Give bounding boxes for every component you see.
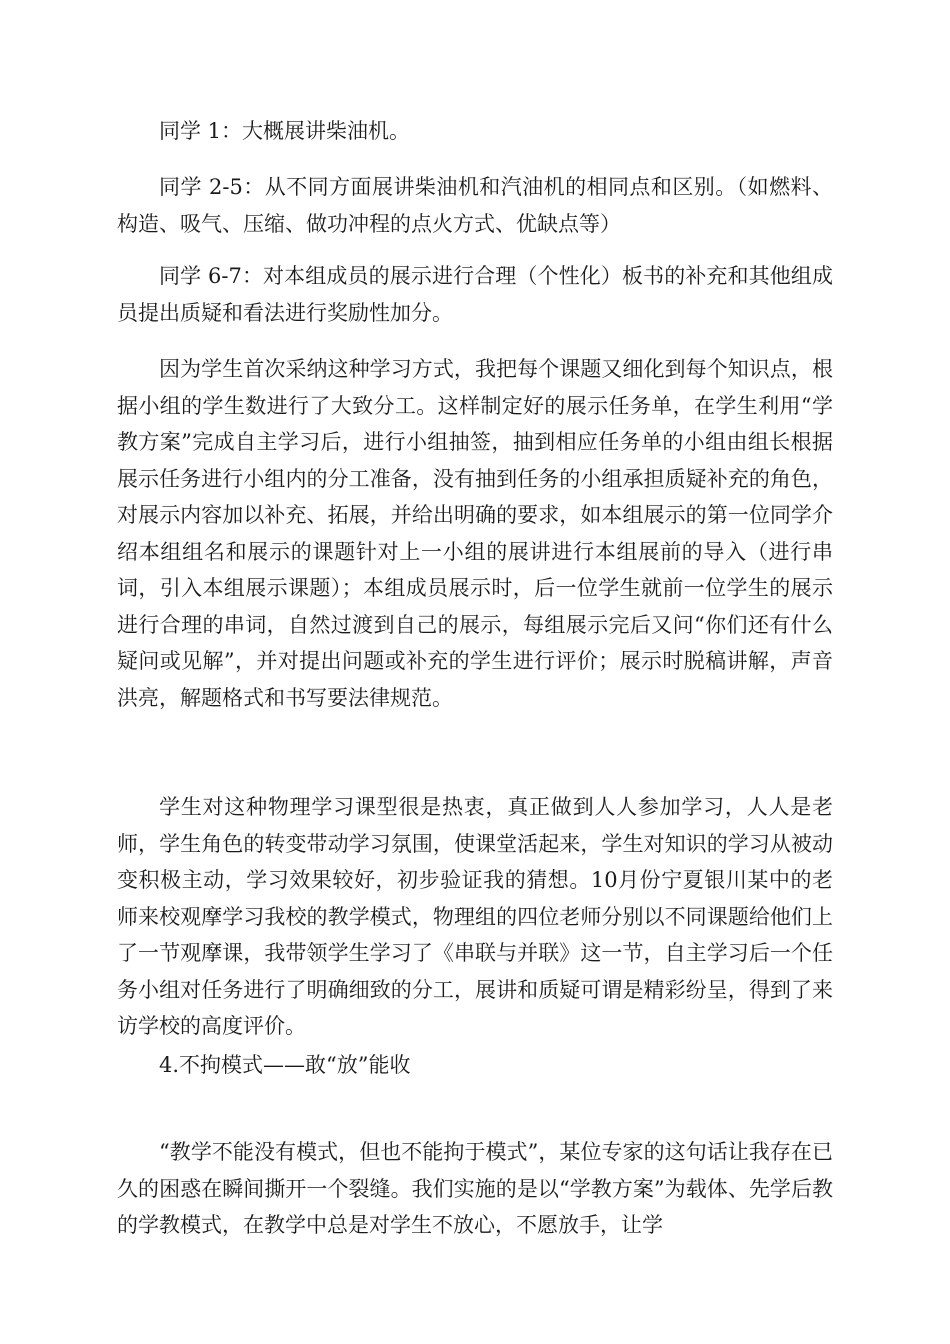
paragraph-student-6-7 bbox=[117, 258, 833, 331]
paragraph-text: 学生对这种物理学习课型很是热衷，真正做到人人参加学习，人人是老师，学生角色的转变带动学习氛围，使课堂活起来，学生对知识的学习从被动变积极主动，学习效果较好，初步验证我的猜想。10月份宁夏银川某中的老师来校观摩学习我校的教学模式，物理组的四位老师分别以不同课题给他们上了一节观摩课，我带领学生学习了《串联与并联》这一节，自主学习后一个任务小组对任务进行了明确细致的分工，展讲和质疑可谓是精彩纷呈，得到了来访学校的高度评价。 bbox=[117, 795, 833, 1038]
paragraph-teaching-mode bbox=[117, 1134, 833, 1244]
paragraph-text: 同学 2-5：从不同方面展讲柴油机和汽油机的相同点和区别。（如燃料、构造、吸气、压缩、做功冲程的点火方式、优缺点等） bbox=[117, 175, 833, 236]
section-heading-text: 4.不拘模式——敢“放”能收 bbox=[159, 1053, 411, 1077]
paragraph-text: “教学不能没有模式，但也不能拘于模式”，某位专家的这句话让我存在已久的困惑在瞬间撕开一个裂缝。我们实施的是以“学教方案”为载体、先学后教的学教模式，在教学中总是对学生不放心，不愿放手，让学 bbox=[117, 1140, 833, 1237]
paragraph-student-1 bbox=[117, 113, 833, 150]
paragraph-task-division bbox=[117, 351, 833, 716]
paragraph-text: 同学 1：大概展讲柴油机。 bbox=[159, 119, 411, 143]
paragraph-student-response bbox=[117, 789, 833, 1045]
paragraph-text: 同学 6-7：对本组成员的展示进行合理（个性化）板书的补充和其他组成员提出质疑和看法进行奖励性加分。 bbox=[117, 264, 833, 325]
section-heading bbox=[117, 1047, 833, 1084]
paragraph-text: 因为学生首次采纳这种学习方式，我把每个课题又细化到每个知识点，根据小组的学生数进行了大致分工。这样制定好的展示任务单，在学生利用“学教方案”完成自主学习后，进行小组抽签，抽到相应任务单的小组由组长根据展示任务进行小组内的分工准备，没有抽到任务的小组承担质疑补充的角色，对展示内容加以补充、拓展，并给出明确的要求，如本组展示的第一位同学介绍本组组名和展示的课题针对上一小组的展讲进行本组展前的导入（进行串词，引入本组展示课题）；本组成员展示时，后一位学生就前一位学生的展示进行合理的串词，自然过渡到自己的展示，每组展示完后又问“你们还有什么疑问或见解”，并对提出问题或补充的学生进行评价；展示时脱稿讲解，声音洪亮，解题格式和书写要法律规范。 bbox=[117, 357, 833, 710]
paragraph-student-2-5 bbox=[117, 169, 833, 242]
